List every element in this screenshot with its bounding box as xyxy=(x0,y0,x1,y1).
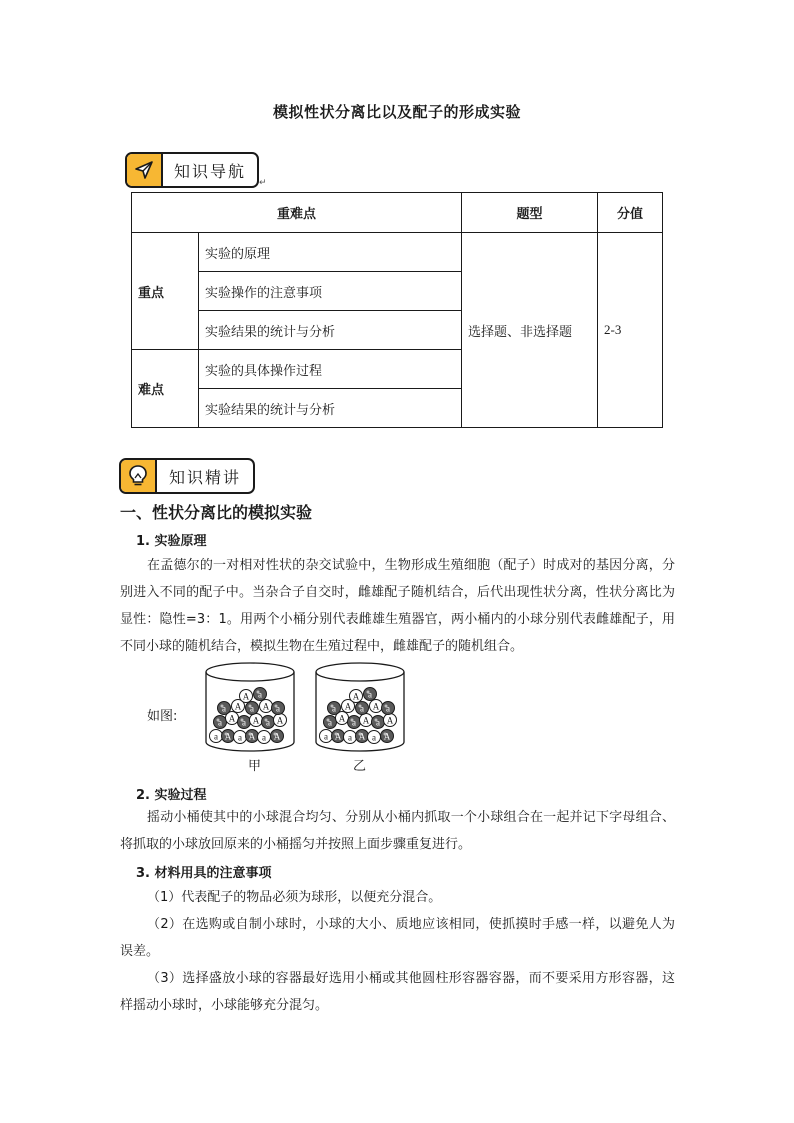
section-heading: 一、性状分离比的模拟实验 xyxy=(120,503,313,522)
svg-text:A: A xyxy=(228,713,236,724)
page-title: 模拟性状分离比以及配子的形成实验 xyxy=(272,103,521,121)
question-type-cell: 选择题、非选择题 xyxy=(462,233,598,428)
svg-text:A: A xyxy=(248,731,256,742)
svg-text:A: A xyxy=(234,701,242,712)
svg-text:a: a xyxy=(348,732,352,743)
table-cell: 实验结果的统计与分析 xyxy=(199,389,462,428)
key-points-table xyxy=(131,192,663,428)
materials-item-3: （3）选择盛放小球的容器最好选用小桶或其他圆柱形容器容器，而不要采用方形容器，这样摇动小球时，小球能够充分混匀。 xyxy=(120,971,675,1013)
hard-points-label: 难点 xyxy=(132,350,199,428)
svg-text:A: A xyxy=(372,701,380,712)
bucket-caption-jia: 甲 xyxy=(248,759,262,774)
svg-text:A: A xyxy=(386,715,394,726)
table-header: 分值 xyxy=(598,193,663,233)
materials-item-2: （2）在选购或自制小球时，小球的大小、质地应该相同，使抓摸时手感一样，以避免人为误差。 xyxy=(120,917,675,959)
svg-text:a: a xyxy=(218,717,222,728)
svg-text:a: a xyxy=(214,731,218,742)
materials-item-1: （1）代表配子的物品必须为球形，以便充分混合。 xyxy=(147,890,442,905)
svg-text:a: a xyxy=(266,717,270,728)
svg-text:a: a xyxy=(222,703,226,714)
svg-text:a: a xyxy=(332,703,336,714)
svg-text:a: a xyxy=(328,717,332,728)
knowledge-nav-banner xyxy=(125,152,259,188)
bucket-jia xyxy=(206,663,294,751)
svg-text:a: a xyxy=(262,732,266,743)
svg-text:A: A xyxy=(352,691,360,702)
table-cell: 实验的原理 xyxy=(199,233,462,272)
svg-text:A: A xyxy=(362,715,370,726)
svg-text:a: a xyxy=(250,703,254,714)
svg-text:A: A xyxy=(242,691,250,702)
lightbulb-icon xyxy=(121,460,157,492)
svg-text:a: a xyxy=(242,717,246,728)
svg-text:A: A xyxy=(383,731,391,742)
score-cell: 2-3 xyxy=(598,233,663,428)
svg-text:a: a xyxy=(376,717,380,728)
svg-text:A: A xyxy=(344,701,352,712)
svg-text:A: A xyxy=(273,731,281,742)
banner-label: 知识导航 xyxy=(173,161,246,181)
knowledge-detail-banner xyxy=(119,458,255,494)
svg-text:a: a xyxy=(238,732,242,743)
svg-text:A: A xyxy=(224,731,232,742)
svg-text:a: a xyxy=(258,689,262,700)
subheading-materials: 3. 材料用具的注意事项 xyxy=(136,866,272,881)
svg-text:A: A xyxy=(252,715,260,726)
paper-plane-icon xyxy=(127,154,163,186)
bucket-yi xyxy=(316,663,404,751)
table-header: 题型 xyxy=(462,193,598,233)
table-header: 重难点 xyxy=(132,193,462,233)
return-mark: ↵ xyxy=(259,178,267,188)
svg-text:A: A xyxy=(262,701,270,712)
svg-text:A: A xyxy=(334,731,342,742)
svg-text:a: a xyxy=(352,717,356,728)
bucket-caption-yi: 乙 xyxy=(353,759,367,774)
figure-label: 如图: xyxy=(147,709,178,724)
svg-text:A: A xyxy=(276,715,284,726)
svg-text:A: A xyxy=(338,713,346,724)
table-cell: 实验的具体操作过程 xyxy=(199,350,462,389)
subheading-process: 2. 实验过程 xyxy=(136,788,207,803)
svg-text:A: A xyxy=(358,731,366,742)
svg-text:a: a xyxy=(360,703,364,714)
svg-text:a: a xyxy=(386,703,390,714)
svg-text:a: a xyxy=(324,731,328,742)
table-cell: 实验结果的统计与分析 xyxy=(199,311,462,350)
table-cell: 实验操作的注意事项 xyxy=(199,272,462,311)
bucket-figure xyxy=(200,660,410,755)
process-paragraph: 摇动小桶使其中的小球混合均匀、分别从小桶内抓取一个小球组合在一起并记下字母组合、将抓取的小球放回原来的小桶摇匀并按照上面步骤重复进行。 xyxy=(120,810,675,852)
banner-label: 知识精讲 xyxy=(168,467,241,487)
subheading-principle: 1. 实验原理 xyxy=(136,534,207,549)
svg-text:a: a xyxy=(372,732,376,743)
svg-text:a: a xyxy=(368,689,372,700)
principle-paragraph: 在孟德尔的一对相对性状的杂交试验中，生物形成生殖细胞（配子）时成对的基因分离，分别进入不同的配子中。当杂合子自交时，雌雄配子随机结合，后代出现性状分离，性状分离比为显性：隐性=3：1。用两个小桶分别代表雌雄生殖器官，两小桶内的小球分别代表雌雄配子，用不同小球的随机结合，模拟生物在生殖过程中，雌雄配子的随机组合。 xyxy=(120,558,675,654)
key-points-label: 重点 xyxy=(132,233,199,350)
svg-text:a: a xyxy=(276,703,280,714)
